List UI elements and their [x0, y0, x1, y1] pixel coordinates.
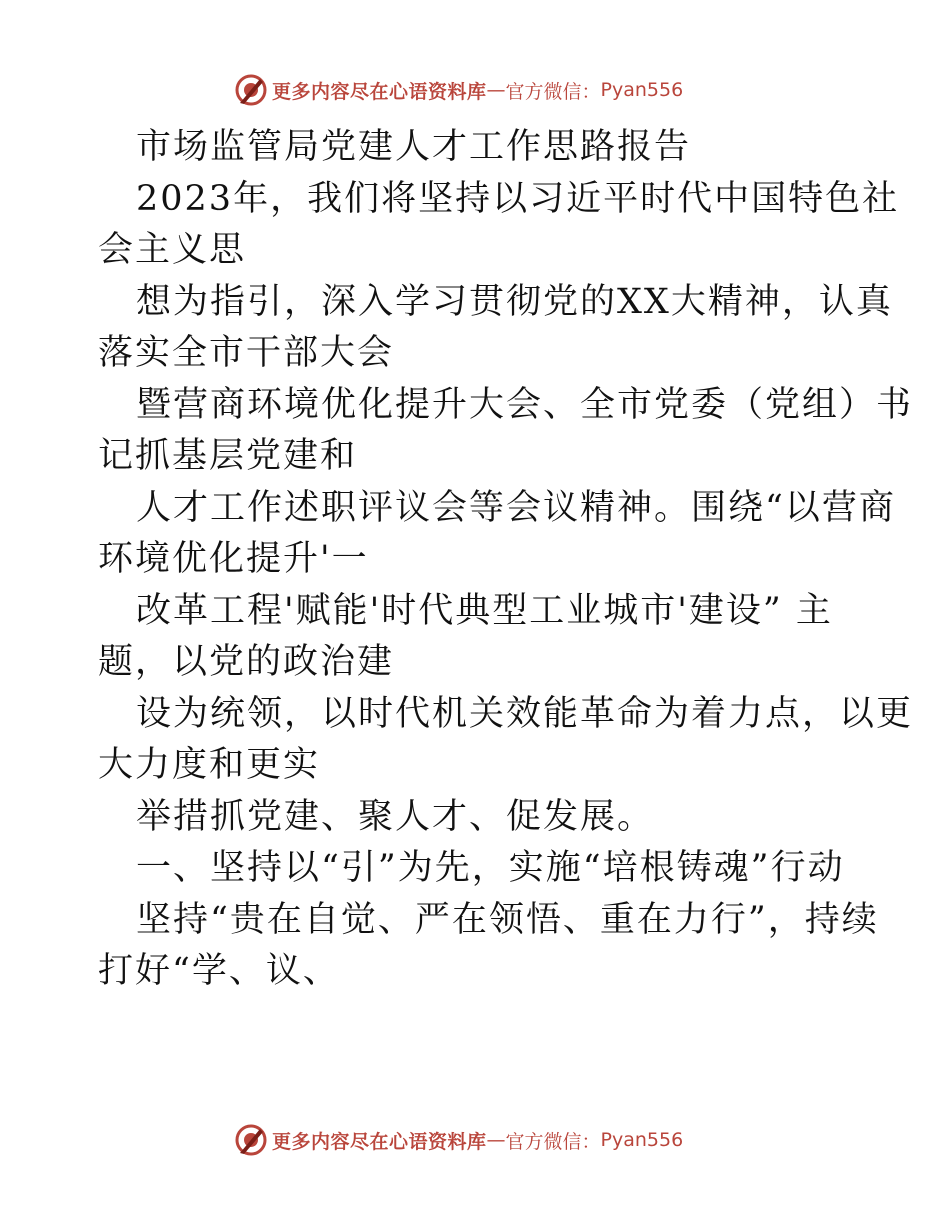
text-line: 暨营商环境优化提升大会、全市党委（党组）书 [136, 384, 914, 425]
text-line: 大力度和更实 [98, 745, 321, 785]
text-line: 举措抓党建、聚人才、促发展。 [136, 796, 655, 837]
text-line: 记抓基层党建和 [98, 436, 358, 476]
footer-watermark [234, 1120, 683, 1160]
watermark-dash: — [486, 79, 506, 101]
text-line: 想为指引，深入学习贯彻党的XX大精神，认真 [136, 281, 893, 322]
text-line: 设为统领，以时代机关效能革命为着力点，以更 [136, 693, 914, 734]
text-line: 环境优化提升'一 [98, 539, 369, 579]
document-title: 市场监管局党建人才工作思路报告 [136, 127, 692, 167]
quill-seal-logo-icon [234, 73, 268, 107]
text-line: 改革工程'赋能'时代典型工业城市'建设” 主 [136, 590, 833, 631]
text-line: 题，以党的政治建 [98, 642, 395, 682]
header-watermark [234, 70, 683, 110]
text-line: 2023年，我们将坚持以习近平时代中国特色社 [136, 178, 900, 219]
watermark-dash: — [486, 1129, 506, 1151]
document-body [98, 122, 914, 998]
text-line: 坚持“贵在自觉、严在领悟、重在力行”，持续 [136, 899, 879, 940]
quill-seal-logo-icon [234, 1123, 268, 1157]
text-line: 会主义思 [98, 230, 247, 270]
watermark-text: 更多内容尽在心语资料库 [272, 80, 487, 103]
watermark-contact-label: 官方微信： [505, 80, 601, 103]
section-heading: 一、坚持以“引”为先，实施“培根铸魂”行动 [136, 848, 845, 888]
watermark-contact-id: Pyan556 [600, 79, 684, 101]
text-line: 落实全市干部大会 [98, 333, 395, 373]
watermark-contact-label: 官方微信： [505, 1130, 601, 1153]
watermark-contact-id: Pyan556 [600, 1129, 684, 1151]
text-line: 打好“学、议、 [98, 951, 340, 991]
text-line: 人才工作述职评议会等会议精神。围绕“以营商 [136, 487, 896, 528]
watermark-text: 更多内容尽在心语资料库 [272, 1130, 487, 1153]
